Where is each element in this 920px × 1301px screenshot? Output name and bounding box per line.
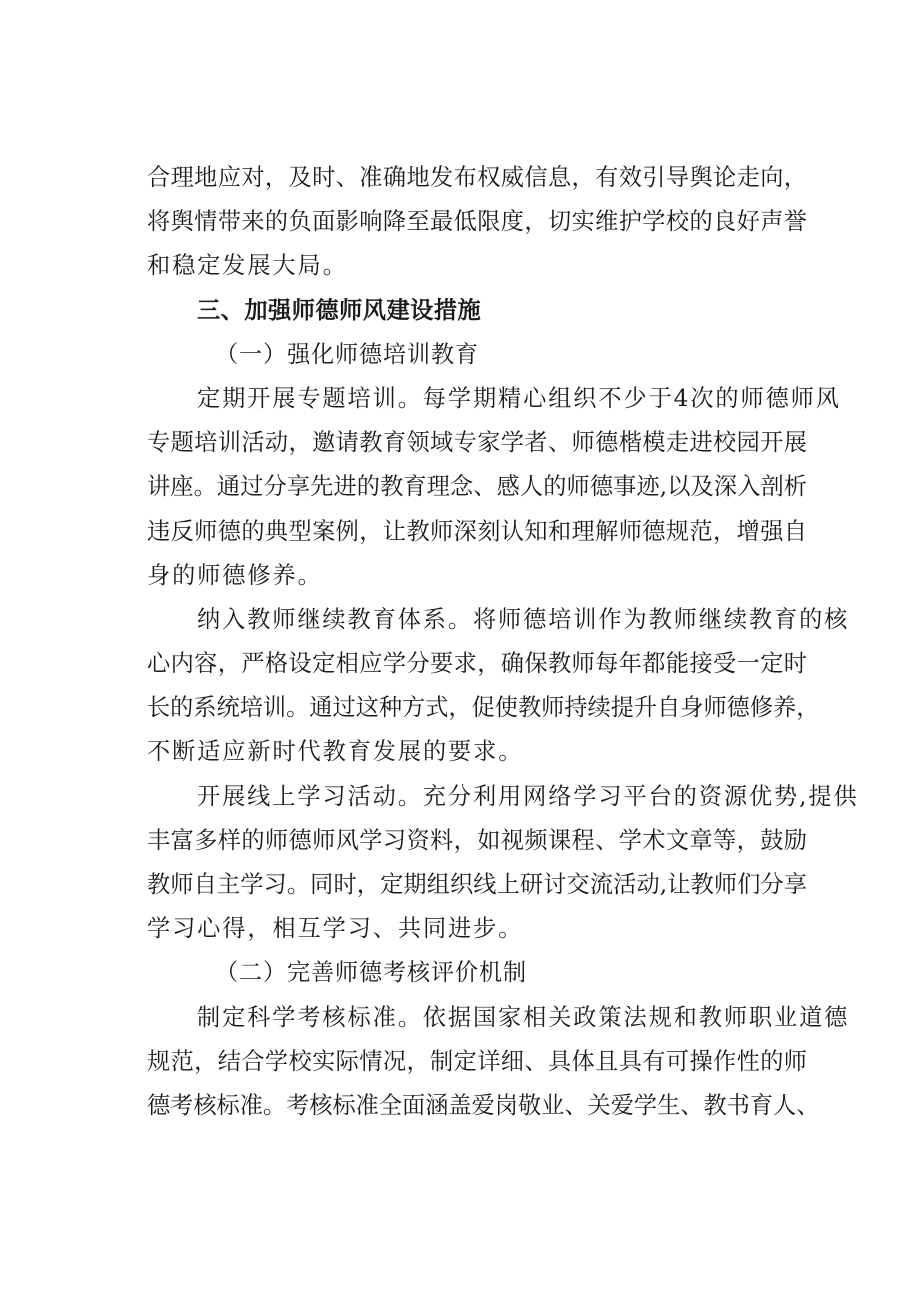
paragraph-training — [147, 377, 841, 598]
text-line: 德考核标准。考核标准全面涵盖爱岗敬业、关爱学生、教书育人、 — [147, 1091, 820, 1119]
text-line: 规范，结合学校实际情况，制定详细、具体且具有可操作性的师 — [147, 1047, 807, 1075]
text-line: 和稳定发展大局。 — [147, 252, 348, 280]
paragraph-assessment-standards — [147, 996, 850, 1129]
text-line: 丰富多样的师德师风学习资料，如视频课程、学术文章等，鼓励 — [147, 826, 807, 854]
text-line: 专题培训活动，邀请教育领域专家学者、师德楷模走进校园开展 — [147, 429, 807, 457]
text-line: 讲座。通过分享先进的教育理念、感人的师德事迹,以及深入剖析 — [147, 473, 807, 501]
text-line: 长的系统培训。通过这种方式，促使教师持续提升自身师德修养， — [147, 694, 820, 722]
document-body — [147, 156, 859, 1128]
text-line: 定期开展专题培训。每学期精心组织不少于4次的师德师风 — [197, 384, 841, 412]
text-line: 心内容，严格设定相应学分要求，确保教师每年都能接受一定时 — [147, 650, 807, 678]
paragraph-continuing-education — [147, 598, 850, 775]
text-line: 纳入教师继续教育体系。将师德培训作为教师继续教育的核 — [197, 605, 850, 633]
text-line: 合理地应对，及时、准确地发布权威信息，有效引导舆论走向， — [147, 164, 807, 191]
text-line: 将舆情带来的负面影响降至最低限度，切实维护学校的良好声誉 — [147, 208, 807, 236]
paragraph-online-learning — [147, 775, 859, 952]
text-line: 违反师德的典型案例，让教师深刻认知和理解师德规范，增强自 — [147, 517, 807, 545]
text-line: 教师自主学习。同时，定期组织线上研讨交流活动,让教师们分享 — [147, 871, 807, 898]
text-line: 开展线上学习活动。充分利用网络学习平台的资源优势,提供 — [197, 782, 859, 810]
section-heading: 三、加强师德师风建设措施 — [197, 296, 482, 324]
text-line: 身的师德修养。 — [147, 561, 323, 589]
text-line: 学习心得，相互学习、共同进步。 — [147, 915, 524, 943]
text-line: 制定科学考核标准。依据国家相关政策法规和教师职业道德 — [197, 1003, 850, 1031]
subsection-heading: （二）完善师德考核评价机制 — [215, 959, 527, 987]
subsection-heading: （一）强化师德培训教育 — [215, 340, 479, 368]
paragraph-intro — [147, 156, 807, 289]
text-line: 不断适应新时代教育发展的要求。 — [147, 738, 524, 766]
